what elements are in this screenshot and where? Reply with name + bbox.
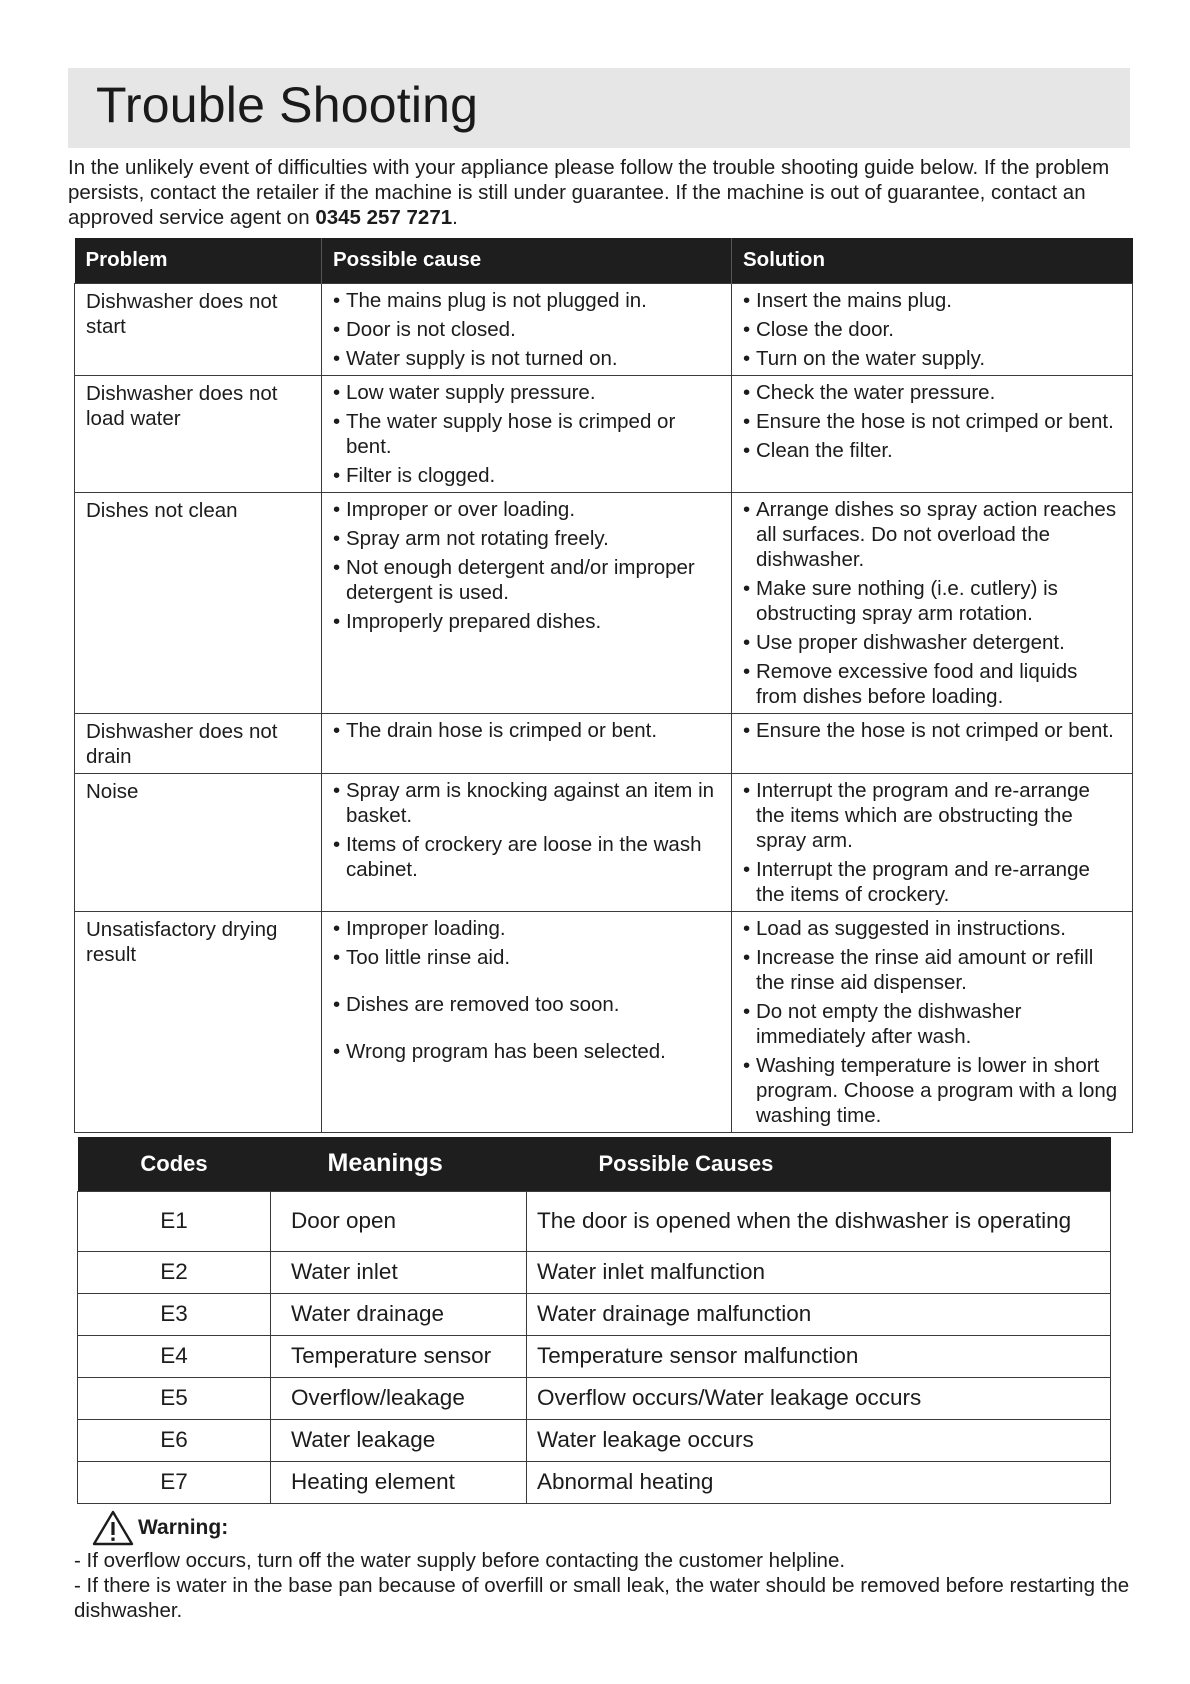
header-possible-causes: Possible Causes [527,1137,1111,1191]
code-row [78,1461,1111,1503]
meaning-cell: Door open [271,1191,527,1251]
cause-cell: Abnormal heating [527,1461,1111,1503]
table-row [75,773,1133,911]
service-phone-number: 0345 257 7271 [315,206,453,229]
code-row [78,1293,1111,1335]
intro-end: . [452,206,458,229]
solution-item: • Make sure nothing (i.e. cutlery) is obstructing spray arm rotation. [743,576,1121,626]
cause-item: • Spray arm not rotating freely. [333,526,720,551]
cause-item: • Filter is clogged. [333,463,720,488]
warning-title: Warning: [138,1516,229,1539]
cause-item: • Too little rinse aid. [333,945,720,970]
cause-item: • Wrong program has been selected. [333,1039,720,1064]
code-cell: E5 [78,1377,271,1419]
solution-cell [732,283,1133,375]
cause-item: • Door is not closed. [333,317,720,342]
table-row [75,283,1133,375]
troubleshooting-table [74,238,1133,1133]
cause-item: • Improperly prepared dishes. [333,609,720,634]
solution-item: • Check the water pressure. [743,380,1121,405]
meaning-cell: Water inlet [271,1251,527,1293]
troubleshooting-header-row [75,238,1133,283]
solution-item: • Load as suggested in instructions. [743,916,1121,941]
cause-cell: The door is opened when the dishwasher is operating [527,1191,1111,1251]
solution-item: • Clean the filter. [743,438,1121,463]
problem-cell: Dishes not clean [75,492,322,713]
code-cell: E4 [78,1335,271,1377]
problem-cell: Dishwasher does not start [75,283,322,375]
solution-cell [732,773,1133,911]
cause-item: • Low water supply pressure. [333,380,720,405]
cause-cell [322,911,732,1132]
code-cell: E6 [78,1419,271,1461]
code-row [78,1191,1111,1251]
cause-item: • Items of crockery are loose in the wash cabinet. [333,832,720,882]
cause-item: • The water supply hose is crimped or bent. [333,409,720,459]
warning-section [74,1510,1134,1623]
codes-header-row [78,1137,1111,1191]
cause-cell [322,713,732,773]
warning-line: - If there is water in the base pan because of overfill or small leak, the water should be removed before restarting the dishwasher. [74,1574,1130,1622]
solution-item: • Turn on the water supply. [743,346,1121,371]
meaning-cell: Water drainage [271,1293,527,1335]
meaning-cell: Temperature sensor [271,1335,527,1377]
table-row [75,375,1133,492]
table-row [75,911,1133,1132]
solution-item: • Remove excessive food and liquids from dishes before loading. [743,659,1121,709]
solution-item: • Use proper dishwasher detergent. [743,630,1121,655]
meaning-cell: Water leakage [271,1419,527,1461]
solution-item: • Interrupt the program and re-arrange the items of crockery. [743,857,1121,907]
cause-cell [322,375,732,492]
meaning-cell: Heating element [271,1461,527,1503]
warning-heading [92,1510,1134,1546]
error-codes-table [77,1137,1111,1504]
header-problem: Problem [75,238,322,283]
cause-cell: Overflow occurs/Water leakage occurs [527,1377,1111,1419]
page-title: Trouble Shooting [96,77,479,133]
code-cell: E2 [78,1251,271,1293]
cause-item: • The drain hose is crimped or bent. [333,718,720,743]
cause-cell: Water inlet malfunction [527,1251,1111,1293]
problem-cell: Dishwasher does not drain [75,713,322,773]
warning-line: - If overflow occurs, turn off the water supply before contacting the customer helpline. [74,1549,846,1572]
cause-cell [322,773,732,911]
intro-paragraph [68,155,1130,230]
solution-cell [732,911,1133,1132]
solution-cell [732,375,1133,492]
code-cell: E3 [78,1293,271,1335]
code-row [78,1335,1111,1377]
code-cell: E7 [78,1461,271,1503]
cause-item: • Spray arm is knocking against an item in basket. [333,778,720,828]
solution-item: • Close the door. [743,317,1121,342]
meaning-cell: Overflow/leakage [271,1377,527,1419]
cause-item: • Water supply is not turned on. [333,346,720,371]
table-row [75,492,1133,713]
solution-item: • Interrupt the program and re-arrange the items which are obstructing the spray arm. [743,778,1121,853]
problem-cell: Unsatisfactory drying result [75,911,322,1132]
cause-item: • The mains plug is not plugged in. [333,288,720,313]
cause-cell: Water leakage occurs [527,1419,1111,1461]
intro-text: In the unlikely event of difficulties with your appliance please follow the trouble shooting guide below. If the problem persists, contact the retailer if the machine is still under guarantee. If the machine is out of guarantee, contact an approved service agent on [68,156,1110,229]
solution-item: • Do not empty the dishwasher immediately after wash. [743,999,1121,1049]
code-row [78,1377,1111,1419]
table-row [75,713,1133,773]
code-row [78,1419,1111,1461]
problem-cell: Noise [75,773,322,911]
solution-cell [732,492,1133,713]
header-codes: Codes [78,1137,271,1191]
solution-item: • Ensure the hose is not crimped or bent. [743,718,1121,743]
solution-item: • Increase the rinse aid amount or refill the rinse aid dispenser. [743,945,1121,995]
cause-cell [322,283,732,375]
cause-cell [322,492,732,713]
code-cell: E1 [78,1191,271,1251]
header-solution: Solution [732,238,1133,283]
solution-item: • Washing temperature is lower in short program. Choose a program with a long washing time. [743,1053,1121,1128]
problem-cell: Dishwasher does not load water [75,375,322,492]
cause-cell: Water drainage malfunction [527,1293,1111,1335]
solution-item: • Ensure the hose is not crimped or bent. [743,409,1121,434]
solution-cell [732,713,1133,773]
cause-cell: Temperature sensor malfunction [527,1335,1111,1377]
warning-triangle-icon [92,1510,134,1546]
cause-item: • Dishes are removed too soon. [333,992,720,1017]
solution-item: • Arrange dishes so spray action reaches all surfaces. Do not overload the dishwasher. [743,497,1121,572]
solution-item: • Insert the mains plug. [743,288,1121,313]
header-possible-cause: Possible cause [322,238,732,283]
header-meanings: Meanings [271,1137,527,1191]
cause-item: • Not enough detergent and/or improper detergent is used. [333,555,720,605]
code-row [78,1251,1111,1293]
cause-item: • Improper or over loading. [333,497,720,522]
title-bar [68,68,1130,148]
cause-item: • Improper loading. [333,916,720,941]
